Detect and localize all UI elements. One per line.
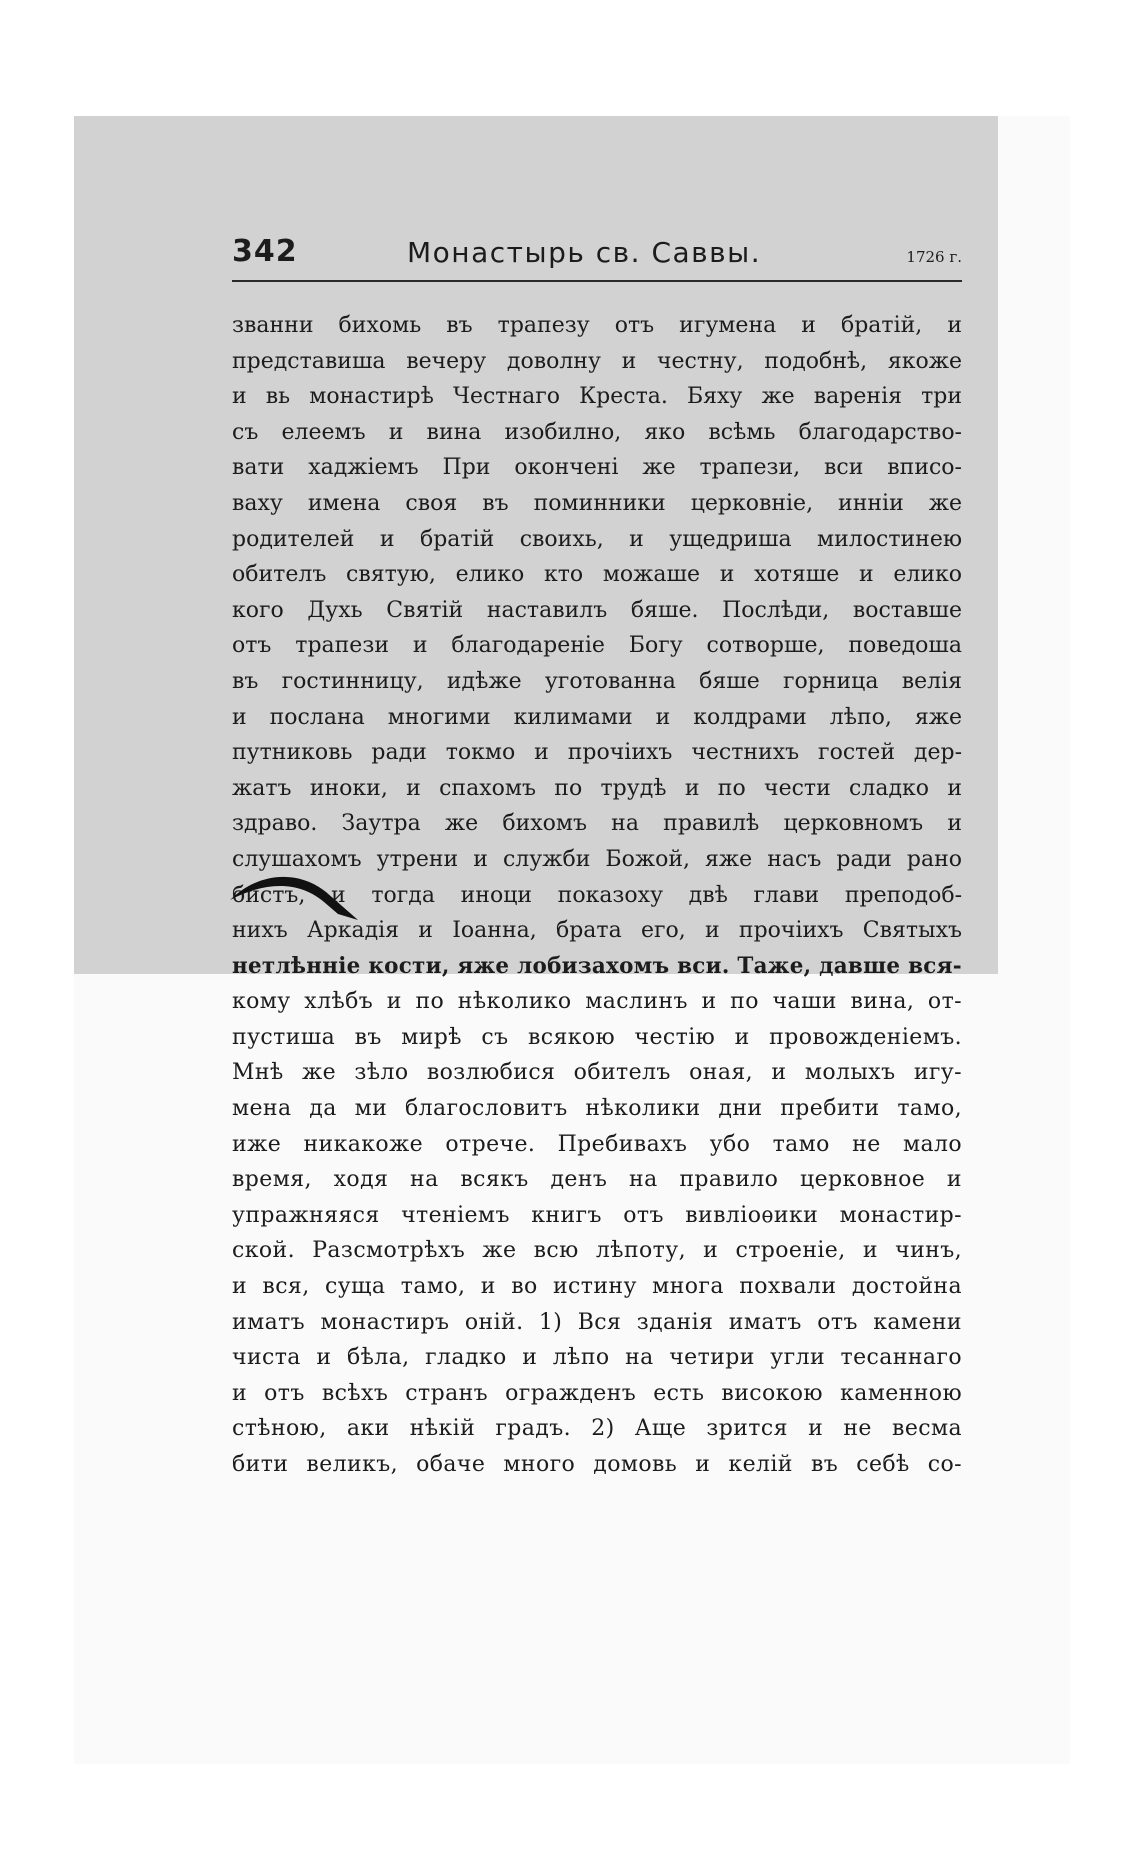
text-line: здраво. Заутра же бихомъ на правилѣ церковномъ и — [232, 811, 962, 837]
text-line: и вь монастирѣ Честнаго Креста. Бяху же варенія три — [232, 384, 962, 410]
text-line: кому хлѣбъ и по нѣколико маслинъ и по чаши вина, от- — [232, 989, 962, 1015]
year-marker: 1726 г. — [906, 248, 962, 266]
text-line: пустиша въ мирѣ съ всякою честію и провожденіемъ. — [232, 1024, 962, 1050]
text-line: въ гостинницу, идѣже уготованна бяше горница велія — [232, 668, 962, 694]
text-line: жатъ иноки, и спахомъ по трудѣ и по чести сладко и — [232, 775, 962, 801]
text-line: и послана многими килимами и колдрами лѣпо, яже — [232, 704, 962, 730]
text-line: стѣною, аки нѣкій градъ. 2) Аще зрится и не весма — [232, 1416, 962, 1442]
page-header — [232, 230, 962, 282]
text-line: отъ трапези и благодареніе Богу сотворше, поведоша — [232, 633, 962, 659]
text-line: кого Духь Святій наставилъ бяше. Послѣди, воставше — [232, 597, 962, 623]
text-line: и вся, суща тамо, и во истину многа похвали достойна — [232, 1274, 962, 1300]
text-line: ваху имена своя въ поминники церковніе, инніи же — [232, 490, 962, 516]
text-line: вати хаджіемъ При окончені же трапези, вси вписо- — [232, 455, 962, 481]
text-line: представиша вечеру доволну и честну, подобнѣ, якоже — [232, 348, 962, 374]
text-line: иже никакоже отрече. Пребивахъ убо тамо не мало — [232, 1131, 962, 1157]
text-line: обителъ святую, елико кто можаше и хотяше и елико — [232, 562, 962, 588]
text-line: нихъ Аркадія и Іоанна, брата его, и прочіихъ Святыхъ — [232, 918, 962, 944]
text-line: званни бихомь въ трапезу отъ игумена и братій, и — [232, 313, 962, 338]
text-line: упражняяся чтеніемъ книгъ отъ вивліоѳики монастир- — [232, 1202, 962, 1228]
text-line: родителей и братій своихь, и ущедриша милостинею — [232, 526, 962, 552]
running-title: Монастырь св. Саввы. — [407, 236, 762, 269]
decorative-swoosh — [226, 862, 366, 922]
text-line: Мнѣ же зѣло возлюбися обителъ оная, и молыхъ игу- — [232, 1060, 962, 1086]
text-line: ской. Разсмотрѣхъ же всю лѣпоту, и строеніе, и чинъ, — [232, 1238, 962, 1264]
text-line: бистъ, и тогда иноци показоху двѣ глави преподоб- — [232, 882, 962, 908]
text-line: слушахомъ утрени и служби Божой, яже насъ ради рано — [232, 846, 962, 872]
text-line: бити великъ, обаче много домовь и келій въ себѣ со- — [232, 1452, 962, 1477]
text-line: иматъ монастиръ оній. 1) Вся зданія иматъ отъ камени — [232, 1309, 962, 1335]
text-line: мена да ми благословитъ нѣколики дни пребити тамо, — [232, 1096, 962, 1122]
text-line: чиста и бѣла, гладко и лѣпо на четири угли тесаннаго — [232, 1345, 962, 1371]
page-number: 342 — [232, 234, 298, 269]
text-line: время, ходя на всякъ денъ на правило церковное и — [232, 1167, 962, 1193]
text-line: путниковь ради токмо и прочіихъ честнихъ гостей дер- — [232, 740, 962, 766]
text-line: и отъ всѣхъ странъ огражденъ есть високою каменною — [232, 1380, 962, 1406]
text-line: нетлѣнніе кости, яже лобизахомъ вси. Таже, давше вся- — [232, 952, 962, 979]
text-line: съ елеемъ и вина изобилно, яко всѣмь благодарство- — [232, 419, 962, 445]
